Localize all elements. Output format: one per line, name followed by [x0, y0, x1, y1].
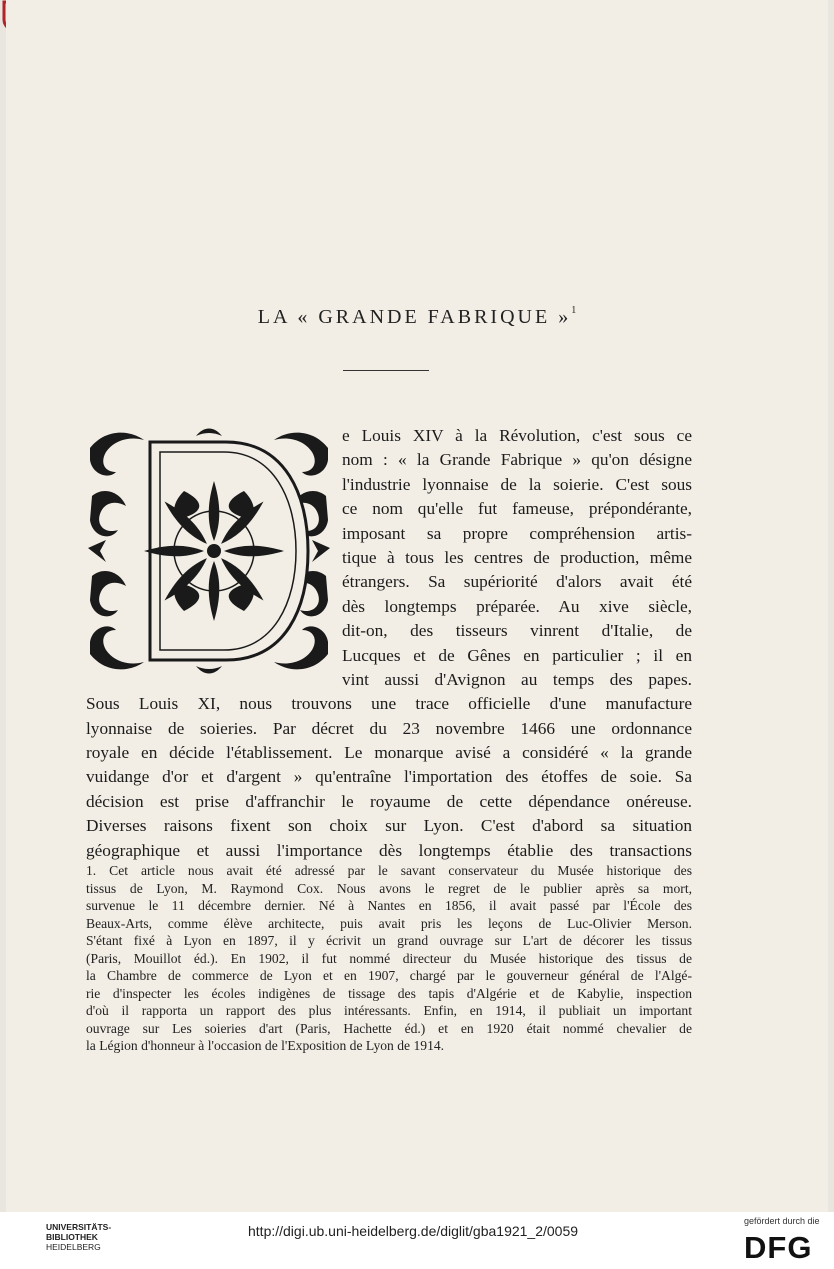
- body-line: dès longtemps préparée. Au xive siècle,: [342, 596, 692, 616]
- article-title-text: LA « GRANDE FABRIQUE »: [257, 306, 572, 328]
- library-name-line: HEIDELBERG: [46, 1242, 101, 1252]
- body-line: nom : « la Grande Fabrique » qu'on désigne: [342, 450, 692, 470]
- article-body: [86, 424, 692, 863]
- body-line: décision est prise d'affranchir le royaume de cette dépendance onéreuse.: [86, 791, 692, 811]
- body-line: royale en décide l'établissement. Le monarque avisé a considéré « la grande: [86, 743, 692, 763]
- permalink-url[interactable]: http://digi.ub.uni-heidelberg.de/diglit/gba1921_2/0059: [248, 1223, 579, 1239]
- dfg-logo[interactable]: DFG: [744, 1230, 813, 1265]
- body-line: Diverses raisons fixent son choix sur Lyon. C'est d'abord sa situation: [86, 816, 692, 836]
- library-name-line: UNIVERSITÄTS-: [46, 1222, 112, 1232]
- footnote-line: S'étant fixé à Lyon en 1897, il y écrivit un grand ouvrage sur L'art de décorer les tissus: [86, 933, 692, 948]
- body-line: e Louis XIV à la Révolution, c'est sous ce: [342, 426, 692, 445]
- body-line: ce nom qu'elle fut fameuse, prépondérante,: [342, 499, 692, 519]
- body-line: étrangers. Sa supériorité d'alors avait été: [342, 572, 692, 592]
- footnote-line: 1. Cet article nous avait été adressé par le savant conservateur du Musée historique des: [86, 863, 692, 878]
- article-title: [0, 306, 834, 329]
- body-line: tique à tous les centres de production, même: [342, 547, 692, 567]
- body-line: dit-on, des tisseurs vinrent d'Italie, de: [342, 621, 692, 641]
- title-rule: [343, 370, 429, 371]
- body-line: géographique et aussi l'importance dès longtemps établie des transactions: [86, 840, 692, 860]
- body-line: vint aussi d'Avignon au temps des papes.: [342, 669, 692, 689]
- body-line: Lucques et de Gênes en particulier ; il en: [342, 645, 692, 665]
- sponsor-label: gefördert durch die: [744, 1216, 820, 1226]
- footnote-line: rie d'inspecter les écoles indigènes de tissage des tapis d'Algérie et de Kabylie, inspection: [86, 985, 692, 1001]
- library-name-line: BIBLIOTHEK: [46, 1232, 98, 1242]
- footnote-line: tissus de Lyon, M. Raymond Cox. Nous avons le regret de le publier après sa mort,: [86, 880, 692, 896]
- footnote-line: Beaux-Arts, comme élève architecte, puis avait pris les leçons de Luc-Olivier Merson.: [86, 915, 692, 931]
- body-line: Sous Louis XI, nous trouvons une trace officielle d'une manufacture: [86, 694, 692, 714]
- footnote-line: la Chambre de commerce de Lyon et en 1907, chargé par le gouverneur général de l'Algé-: [86, 968, 692, 983]
- footnote-line: ouvrage sur Les soieries d'art (Paris, Hachette éd.) et en 1920 était nommé chevalier de: [86, 1020, 692, 1036]
- body-line: lyonnaise de soieries. Par décret du 23 novembre 1466 une ordonnance: [86, 718, 692, 738]
- viewer-footer: [0, 1212, 834, 1269]
- drop-cap-letter: D: [86, 426, 87, 427]
- footnote-reference[interactable]: 1: [571, 305, 577, 317]
- footnote-line: (Paris, Mouillot éd.). En 1902, il fut nommé directeur du Musée historique des tissus de: [86, 950, 692, 966]
- footnote-line: la Légion d'honneur à l'occasion de l'Exposition de Lyon de 1914.: [86, 1038, 445, 1053]
- body-line: vuidange d'or et d'argent » qu'entraîne l'importation des étoffes de soie. Sa: [86, 767, 692, 787]
- footnote-line: survenue le 11 décembre dernier. Né à Nantes en 1856, il avait passé par l'École des: [86, 898, 692, 913]
- footnote: [86, 862, 692, 1055]
- footnote-line: d'où il rapporta un rapport des plus intéressants. Enfin, en 1914, il publiait un important: [86, 1003, 692, 1018]
- body-line: l'industrie lyonnaise de la soierie. C'est sous: [342, 474, 692, 494]
- body-line: imposant sa propre compréhension artis-: [342, 523, 692, 543]
- library-name: [46, 1222, 111, 1252]
